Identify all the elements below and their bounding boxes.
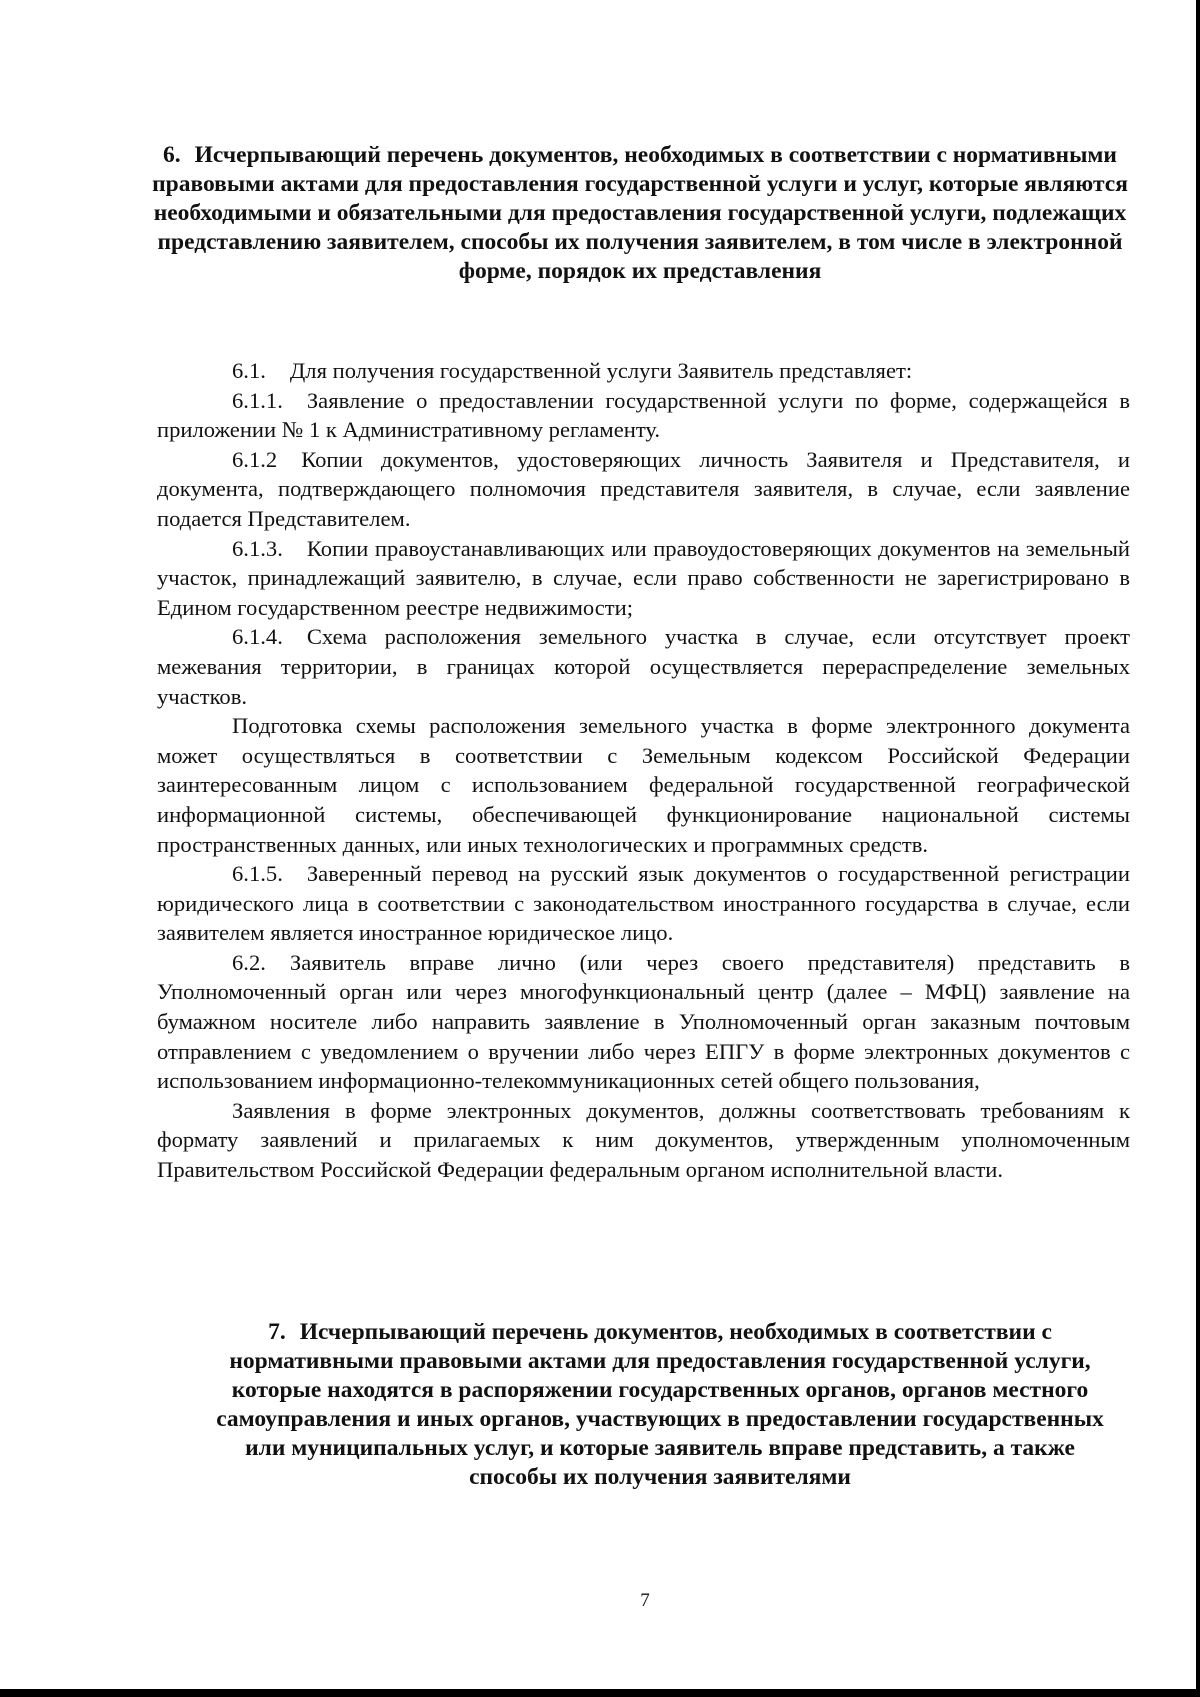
page-number: 7 xyxy=(640,1590,650,1611)
paragraph-6-2 xyxy=(157,948,1130,1096)
paragraph-number: 6.1.1. xyxy=(232,387,283,413)
paragraph-text: Заверенный перевод на русский язык документов о государственной регистрации юридического лица в соответствии с законодательством иностранного государства в случае, если заявителем является иностранное юридическое лицо. xyxy=(157,861,1130,946)
paragraph-text: Заявления в форме электронных документов, должны соответствовать требованиям к формату заявлений и прилагаемых к ним документов, утвержденным уполномоченным Правительством Российской Федерации федеральным органом исполнительной власти. xyxy=(157,1097,1130,1183)
paragraph-number: 6.1.3. xyxy=(232,535,283,561)
section-6-number: 6. xyxy=(163,142,181,168)
paragraph-text: Для получения государственной услуги Заявитель представляет: xyxy=(289,358,913,383)
paragraph-number: 6.1.4. xyxy=(232,624,283,650)
section-6-body xyxy=(157,356,1130,1185)
paragraph-electronic-requirements xyxy=(157,1096,1130,1185)
section-7-number: 7. xyxy=(268,1319,286,1345)
paragraph-number: 6.1.5. xyxy=(232,861,283,887)
paragraph-number: 6.1. xyxy=(232,358,266,383)
paragraph-6-1 xyxy=(157,356,1130,386)
paragraph-scheme-preparation xyxy=(157,711,1130,859)
section-7-heading xyxy=(200,1318,1120,1492)
paragraph-text: Подготовка схемы расположения земельного участка в форме электронного документа может осуществляться в соответствии с Земельным кодексом Российской Федерации заинтересованным лицом с использованием федеральной государственной географической информационной системы, обеспечивающей функционирование национальной системы пространственных данных, или иных технологических и программных средств. xyxy=(157,713,1130,857)
section-6-heading xyxy=(150,141,1130,286)
paragraph-6-1-4 xyxy=(157,622,1130,711)
paragraph-text: Копии документов, удостоверяющих личность Заявителя и Представителя, и документа, подтверждающего полномочия представителя заявителя, в случае, если заявление подается Представителем. xyxy=(157,446,1130,531)
paragraph-6-1-1 xyxy=(157,386,1130,445)
paragraph-text: Схема расположения земельного участка в случае, если отсутствует проект межевания территории, в границах которой осуществляется перераспределение земельных участков. xyxy=(157,624,1130,709)
section-7-title: Исчерпывающий перечень документов, необходимых в соответствии с нормативными правовыми актами для предоставления государственной услуги, которые находятся в распоряжении государственных органов, органов местного самоуправления и иных органов, участвующих в предоставлении государственных или муниципальных услуг, и которые заявитель вправе представить, а также способы их получения заявителями xyxy=(216,1319,1104,1490)
paragraph-6-1-2 xyxy=(157,445,1130,534)
paragraph-6-1-3 xyxy=(157,534,1130,623)
paragraph-number: 6.1.2 xyxy=(232,446,278,472)
paragraph-6-1-5 xyxy=(157,859,1130,948)
paragraph-text: Копии правоустанавливающих или правоудостоверяющих документов на земельный участок, принадлежащий заявителю, в случае, если право собственности не зарегистрировано в Едином государственном реестре недвижимости; xyxy=(157,535,1130,620)
paragraph-text: Заявление о предоставлении государственной услуги по форме, содержащейся в приложении № 1 к Административному регламенту. xyxy=(157,387,1130,443)
section-6-title: Исчерпывающий перечень документов, необходимых в соответствии с нормативными правовыми актами для предоставления государственной услуги и услуг, которые являются необходимыми и обязательными для предоставления государственной услуги, подлежащих представлению заявителем, способы их получения заявителем, в том числе в электронной форме, порядок их представления xyxy=(152,142,1128,284)
paragraph-number: 6.2. xyxy=(232,949,266,975)
paragraph-text: Заявитель вправе лично (или через своего представителя) представить в Уполномоченный орган или через многофункциональный центр (далее – МФЦ) заявление на бумажном носителе либо направить заявление в Уполномоченный орган заказным почтовым отправлением с уведомлением о вручении либо через ЕПГУ в форме электронных документов с использованием информационно-телекоммуникационных сетей общего пользования, xyxy=(157,949,1130,1094)
